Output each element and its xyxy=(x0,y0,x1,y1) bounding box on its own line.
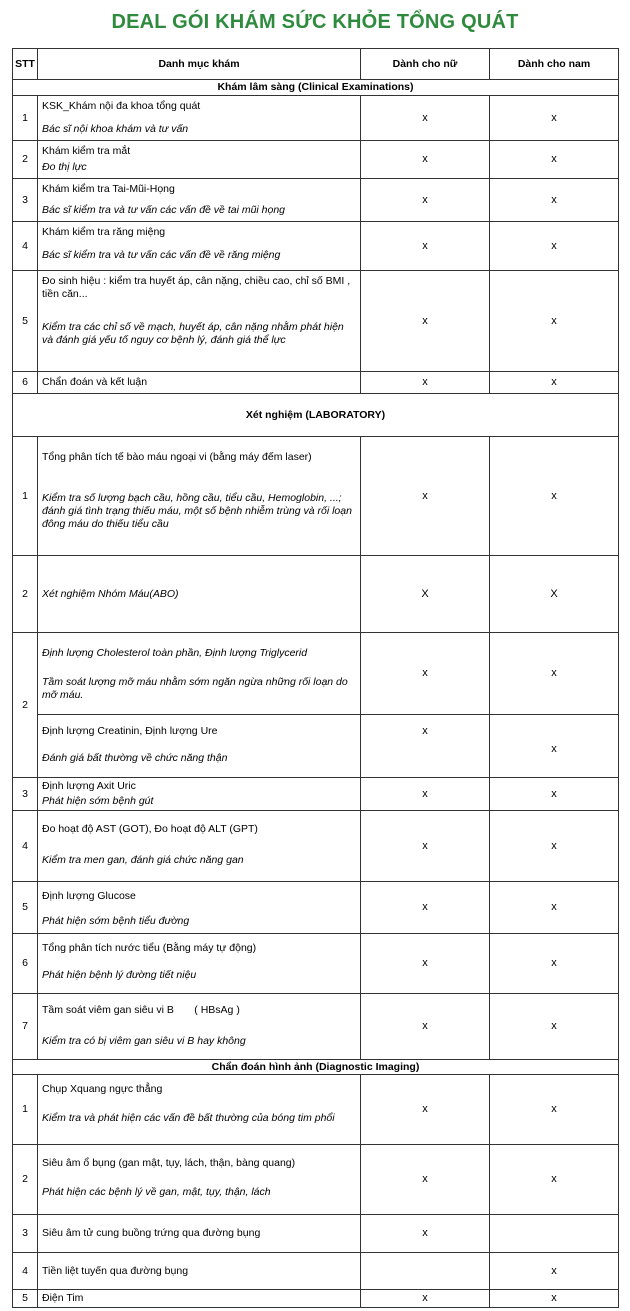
female-mark: x xyxy=(361,1075,490,1145)
row-text: Tổng phân tích tế bào máu ngoại vi (bằng máy đếm laser) xyxy=(42,451,312,463)
row-stt: 4 xyxy=(13,811,38,882)
row-text: Định lượng Creatinin, Định lượng Ure xyxy=(42,725,218,737)
male-mark: x xyxy=(490,1253,619,1290)
row-description xyxy=(38,1145,361,1215)
section-row-imaging xyxy=(13,1060,619,1075)
table-row xyxy=(13,715,619,778)
row-stt: 6 xyxy=(13,372,38,394)
table-header-row xyxy=(13,49,619,80)
table-row xyxy=(13,1145,619,1215)
row-stt: 3 xyxy=(13,778,38,811)
header-male: Dành cho nam xyxy=(490,49,619,80)
row-stt: 4 xyxy=(13,222,38,271)
row-subtext: Xét nghiệm Nhóm Máu(ABO) xyxy=(42,587,179,600)
table-row xyxy=(13,1075,619,1145)
female-mark: x xyxy=(361,934,490,994)
female-mark: x xyxy=(361,633,490,715)
row-text: Chụp Xquang ngực thẳng xyxy=(42,1083,163,1095)
section-row-lab xyxy=(13,394,619,437)
section-title-clinical: Khám lâm sàng (Clinical Examinations) xyxy=(13,80,619,96)
female-mark: x xyxy=(361,222,490,271)
row-stt: 2 xyxy=(13,633,38,778)
female-mark: x xyxy=(361,179,490,222)
male-mark: x xyxy=(490,994,619,1060)
male-mark: x xyxy=(490,778,619,811)
male-mark: x xyxy=(490,633,619,715)
header-female: Dành cho nữ xyxy=(361,49,490,80)
female-mark: x xyxy=(361,811,490,882)
row-description xyxy=(38,556,361,633)
row-subtext: Bác sĩ kiểm tra và tư vấn các vấn đề về răng miệng xyxy=(42,249,281,261)
female-mark: x xyxy=(361,437,490,556)
row-text: Điện Tim xyxy=(42,1292,84,1304)
table-row xyxy=(13,141,619,179)
row-description xyxy=(38,96,361,141)
row-text: Khám kiểm tra Tai-Mũi-Họng xyxy=(42,183,175,195)
male-mark: x xyxy=(490,179,619,222)
table-row xyxy=(13,437,619,556)
row-description xyxy=(38,934,361,994)
row-subtext: Bác sĩ kiểm tra và tư vấn các vấn đề về tai mũi họng xyxy=(42,204,286,216)
row-stt: 2 xyxy=(13,141,38,179)
female-mark xyxy=(361,1253,490,1290)
row-stt: 2 xyxy=(13,1145,38,1215)
female-mark: x xyxy=(361,96,490,141)
row-subtext: Định lượng Cholesterol toàn phần, Định lượng Triglycerid xyxy=(42,647,308,659)
row-description xyxy=(38,811,361,882)
header-stt: STT xyxy=(13,49,38,80)
row-stt: 6 xyxy=(13,934,38,994)
table-row xyxy=(13,372,619,394)
male-mark: x xyxy=(490,1290,619,1308)
female-mark: x xyxy=(361,372,490,394)
row-stt: 1 xyxy=(13,1075,38,1145)
female-mark: x xyxy=(361,994,490,1060)
row-description xyxy=(38,1290,361,1308)
female-mark: x xyxy=(361,1215,490,1253)
row-text: Chẩn đoán và kết luận xyxy=(42,376,148,388)
table-row xyxy=(13,1290,619,1308)
row-subtext: Tầm soát lượng mỡ máu nhằm sớm ngăn ngừa những rối loạn do mỡ máu. xyxy=(42,676,348,701)
female-mark: x xyxy=(361,715,490,778)
row-subtext: Bác sĩ nội khoa khám và tư vấn xyxy=(42,123,189,135)
row-subtext: Kiểm tra các chỉ số về mạch, huyết áp, cân nặng nhằm phát hiện và đánh giá yếu tố nguy cơ bệnh lý, đánh giá thể lực xyxy=(42,321,344,346)
row-text: Tầm soát viêm gan siêu vi B ( HBsAg ) xyxy=(42,1004,240,1016)
row-text: Khám kiểm tra răng miệng xyxy=(42,226,166,238)
row-description xyxy=(38,141,361,179)
female-mark: X xyxy=(361,556,490,633)
row-text: Định lượng Axit Uric xyxy=(42,780,136,792)
table-row xyxy=(13,222,619,271)
male-mark: x xyxy=(490,96,619,141)
row-subtext: Phát hiện bệnh lý đường tiết niệu xyxy=(42,969,197,981)
male-mark: x xyxy=(490,1145,619,1215)
row-subtext: Phát hiện các bệnh lý về gan, mật, tụy, thận, lách xyxy=(42,1186,271,1198)
female-mark: x xyxy=(361,271,490,372)
row-stt: 1 xyxy=(13,96,38,141)
row-description xyxy=(38,437,361,556)
male-mark: X xyxy=(490,556,619,633)
row-stt: 5 xyxy=(13,882,38,934)
male-mark: x xyxy=(490,1075,619,1145)
row-subtext: Phát hiện sớm bệnh tiểu đường xyxy=(42,915,190,927)
row-description xyxy=(38,633,361,715)
row-subtext: Đo thị lực xyxy=(42,161,87,173)
row-description xyxy=(38,715,361,778)
header-item: Danh mục khám xyxy=(38,49,361,80)
male-mark: x xyxy=(490,882,619,934)
male-mark: x xyxy=(490,715,619,778)
male-mark: x xyxy=(490,437,619,556)
page-title: DEAL GÓI KHÁM SỨC KHỎE TỔNG QUÁT xyxy=(111,11,519,33)
male-mark xyxy=(490,1215,619,1253)
row-stt: 1 xyxy=(13,437,38,556)
table-row xyxy=(13,633,619,715)
row-stt: 2 xyxy=(13,556,38,633)
row-stt: 5 xyxy=(13,1290,38,1308)
row-description xyxy=(38,222,361,271)
section-row-clinical xyxy=(13,80,619,96)
female-mark: x xyxy=(361,882,490,934)
row-description xyxy=(38,1075,361,1145)
row-description xyxy=(38,778,361,811)
row-stt: 4 xyxy=(13,1253,38,1290)
row-text: Đo hoạt độ AST (GOT), Đo hoạt độ ALT (GPT) xyxy=(42,823,258,835)
row-stt: 7 xyxy=(13,994,38,1060)
row-description xyxy=(38,882,361,934)
table-row xyxy=(13,1215,619,1253)
exam-table xyxy=(12,48,619,1308)
table-row xyxy=(13,934,619,994)
female-mark: x xyxy=(361,141,490,179)
male-mark: x xyxy=(490,271,619,372)
row-subtext: Phát hiện sớm bệnh gút xyxy=(42,795,154,807)
table-row xyxy=(13,96,619,141)
row-text: Khám kiểm tra mắt xyxy=(42,145,131,157)
row-subtext: Kiểm tra men gan, đánh giá chức năng gan xyxy=(42,854,244,866)
row-text: Siêu âm ổ bụng (gan mật, tụy, lách, thận, bàng quang) xyxy=(42,1157,296,1169)
row-text: KSK_Khám nội đa khoa tổng quát xyxy=(42,100,201,112)
male-mark: x xyxy=(490,222,619,271)
table-row xyxy=(13,271,619,372)
row-description xyxy=(38,179,361,222)
table-row xyxy=(13,179,619,222)
row-text: Định lượng Glucose xyxy=(42,890,136,902)
section-title-lab: Xét nghiệm (LABORATORY) xyxy=(13,394,619,437)
row-text: Siêu âm tử cung buồng trứng qua đường bụng xyxy=(42,1227,261,1239)
row-description xyxy=(38,372,361,394)
row-description xyxy=(38,271,361,372)
table-row xyxy=(13,556,619,633)
row-text: Đo sinh hiệu : kiểm tra huyết áp, cân nặng, chiều cao, chỉ số BMI , tiền căn... xyxy=(42,275,351,300)
female-mark: x xyxy=(361,778,490,811)
row-description xyxy=(38,1215,361,1253)
male-mark: x xyxy=(490,811,619,882)
male-mark: x xyxy=(490,141,619,179)
table-row xyxy=(13,994,619,1060)
row-text: Tiền liệt tuyến qua đường bụng xyxy=(42,1264,189,1277)
female-mark: x xyxy=(361,1290,490,1308)
row-subtext: Đánh giá bất thường về chức năng thận xyxy=(42,752,228,764)
row-stt: 3 xyxy=(13,1215,38,1253)
section-title-imaging: Chẩn đoán hình ảnh (Diagnostic Imaging) xyxy=(13,1060,619,1075)
table-row xyxy=(13,811,619,882)
row-subtext: Kiểm tra và phát hiện các vấn đề bất thường của bóng tim phổi xyxy=(42,1112,335,1124)
table-row xyxy=(13,882,619,934)
table-row xyxy=(13,1253,619,1290)
row-description xyxy=(38,994,361,1060)
male-mark: x xyxy=(490,934,619,994)
row-stt: 5 xyxy=(13,271,38,372)
row-text: Tổng phân tích nước tiểu (Bằng máy tự động) xyxy=(42,942,257,954)
row-description xyxy=(38,1253,361,1290)
table-row xyxy=(13,778,619,811)
male-mark: x xyxy=(490,372,619,394)
female-mark: x xyxy=(361,1145,490,1215)
row-subtext: Kiểm tra số lượng bạch cầu, hồng cầu, tiểu cầu, Hemoglobin, ...; đánh giá tình trạng thiếu máu, một số bệnh nhiễm trùng và rối loạn đông máu do thiếu tiểu cầu xyxy=(42,492,352,530)
row-subtext: Kiểm tra có bị viêm gan siêu vi B hay không xyxy=(42,1035,246,1047)
row-stt: 3 xyxy=(13,179,38,222)
